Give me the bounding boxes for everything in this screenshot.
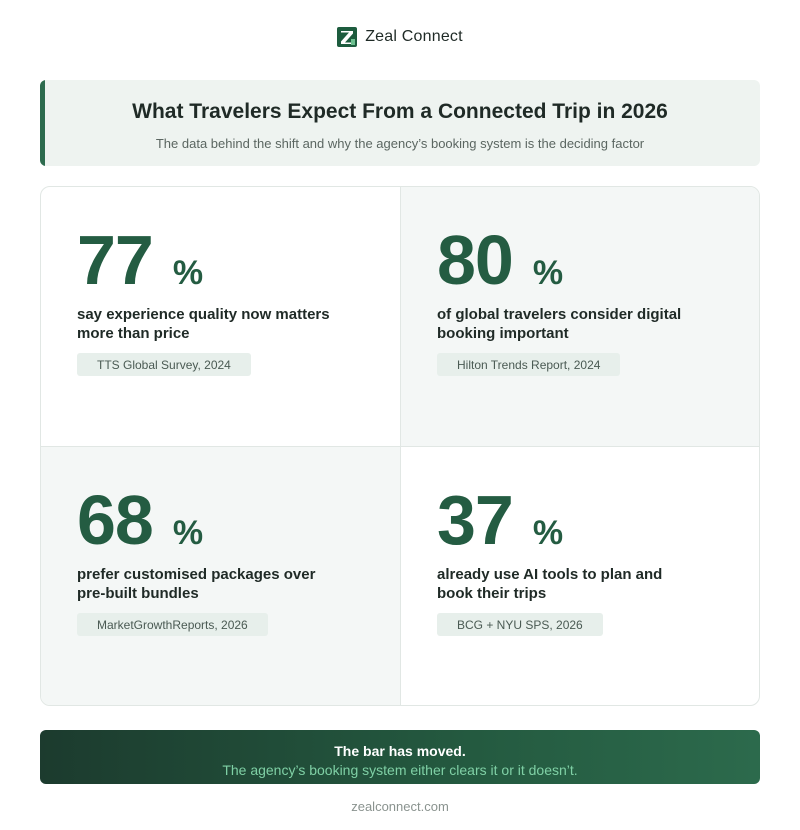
page-subtitle: The data behind the shift and why the agency’s booking system is the deciding factor (155, 136, 645, 151)
footer-url: zealconnect.com (351, 799, 449, 814)
stat-value: 68 (77, 481, 153, 559)
stat-unit: % (172, 254, 204, 292)
stat-source-badge: Hilton Trends Report, 2024 (437, 353, 620, 376)
stat-unit: % (172, 514, 204, 552)
brand (0, 25, 800, 49)
callout-banner (40, 730, 760, 784)
stat-unit: % (532, 254, 564, 292)
stat-source-badge: TTS Global Survey, 2024 (77, 353, 251, 376)
stat-source-badge: MarketGrowthReports, 2026 (77, 613, 268, 636)
stat-figure (77, 221, 204, 299)
stat-figure (77, 481, 204, 559)
stat-card (41, 187, 401, 447)
stats-grid (40, 186, 760, 706)
stat-card (401, 447, 760, 706)
stat-card (41, 447, 401, 706)
stat-card (401, 187, 760, 447)
stat-value: 77 (77, 221, 153, 299)
stat-unit: % (532, 514, 564, 552)
zeal-logo-icon (337, 27, 357, 47)
stat-description: prefer customised packages over pre-built bundles (77, 566, 316, 602)
stat-source-badge: BCG + NYU SPS, 2026 (437, 613, 603, 636)
header-panel (40, 80, 760, 166)
stat-value: 80 (437, 221, 513, 299)
stat-description: say experience quality now matters more than price (77, 306, 330, 342)
stat-description: already use AI tools to plan and book their trips (437, 566, 663, 602)
brand-name: Zeal Connect (365, 28, 463, 45)
stat-figure (437, 221, 564, 299)
banner-title: The bar has moved. (334, 743, 466, 759)
stat-figure (437, 481, 564, 559)
page-title: What Travelers Expect From a Connected Trip in 2026 (132, 100, 668, 123)
stat-description: of global travelers consider digital booking important (437, 306, 682, 342)
banner-subtitle: The agency’s booking system either clears it or it doesn’t. (222, 762, 578, 778)
stat-value: 37 (437, 481, 513, 559)
